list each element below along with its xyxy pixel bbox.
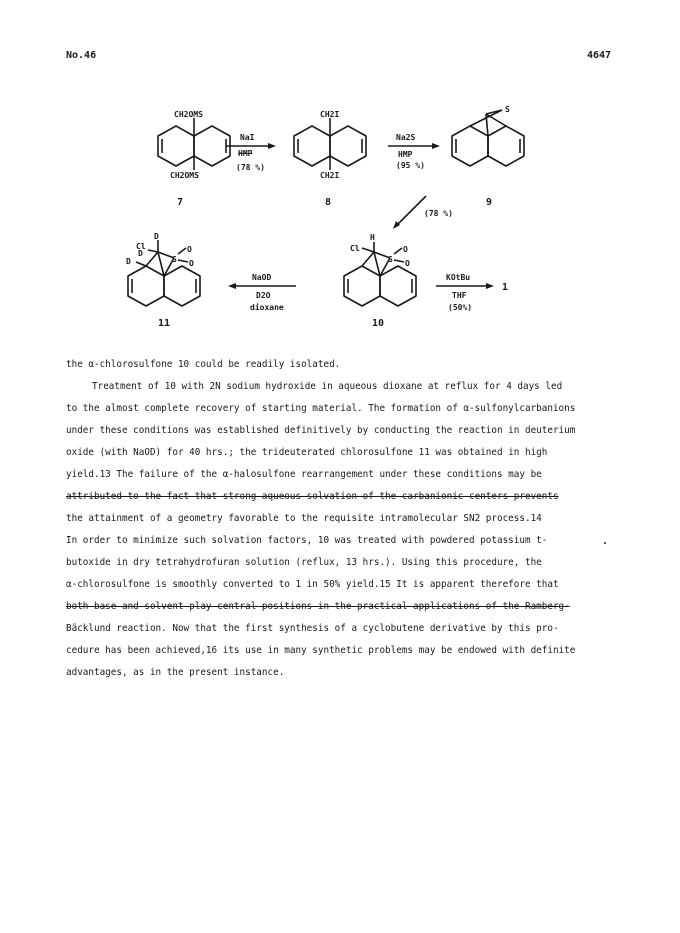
compound-11-deuterium-1: D [154,232,159,241]
body-text [66,354,626,684]
body-line: the attainment of a geometry favorable to the requisite intramolecular SN2 process.14 [66,513,542,524]
arrow-7-8-yield: (78 %) [236,163,265,172]
page-number: 4647 [587,50,612,61]
body-line: to the almost complete recovery of starting material. The formation of α-sulfonylcarbanions [66,403,576,414]
compound-11-sulfur: S [172,255,177,264]
compound-10-oxygen-2: O [405,259,410,268]
arrow-10-1-solvent: THF [452,291,467,300]
arrow-9-10-yield: (78 %) [424,209,453,218]
compound-8-bottom-substituent: CH2I [320,171,340,180]
arrow-9-to-10 [396,196,426,226]
stray-mark [604,542,606,544]
body-line: butoxide in dry tetrahydrofuran solution (reflux, 13 hrs.). Using this procedure, the [66,557,542,568]
body-line: Bäcklund reaction. Now that the first synthesis of a cyclobutene derivative by this pro- [66,623,559,634]
compound-8-structure [294,118,366,170]
compound-9-structure [452,110,524,166]
reaction-scheme [0,0,680,345]
compound-10-hydrogen: H [370,233,375,242]
body-line: Treatment of 10 with 2N sodium hydroxide in aqueous dioxane at reflux for 4 days led [92,381,563,392]
body-line: cedure has been achieved,16 its use in many synthetic problems may be endowed with definite [66,645,576,656]
compound-7-number: 7 [177,197,184,208]
arrow-10-11-reagent: NaOD [252,273,272,282]
arrow-10-11-cosolvent: dioxane [250,303,284,312]
compound-10-chlorine: Cl [350,244,360,253]
compound-11-deuterium-3: D [126,257,131,266]
body-line: α-chlorosulfone is smoothly converted to 1 in 50% yield.15 It is apparent therefore that [66,579,559,590]
compound-8-top-substituent: CH2I [320,110,340,119]
compound-9-sulfur: S [505,105,510,114]
compound-11-oxygen-2: O [189,259,194,268]
body-line: yield.13 The failure of the α-halosulfone rearrangement under these conditions may be [66,469,542,480]
compound-10-oxygen-1: O [403,245,408,254]
compound-10-sulfur: S [388,255,393,264]
arrow-7-8-reagent: NaI [240,133,255,142]
arrow-8-9-solvent: HMP [398,150,413,159]
compound-11-chlorine: Cl [136,242,146,251]
product-number: 1 [502,282,509,293]
body-line: the α-chlorosulfone 10 could be readily isolated. [66,359,341,370]
compound-8-number: 8 [325,197,332,208]
compound-11-deuterium-2: D [138,249,143,258]
body-line-struck: both base and solvent play central positions in the practical applications of the Ramberg- [66,601,570,612]
compound-10-number: 10 [372,318,385,329]
body-line: advantages, as in the present instance. [66,667,285,678]
compound-7-bottom-substituent: CH2OMS [170,171,199,180]
compound-11-oxygen-1: O [187,245,192,254]
compound-9-number: 9 [486,197,493,208]
arrow-10-11-solvent: D2O [256,291,271,300]
arrow-10-1-reagent: KOtBu [446,273,471,282]
body-line: oxide (with NaOD) for 40 hrs.; the trideuterated chlorosulfone 11 was obtained in high [66,447,548,458]
arrow-10-1-yield: (50%) [448,303,473,312]
page-journal-number: No.46 [66,50,97,61]
compound-11-number: 11 [158,318,171,329]
body-line-struck: attributed to the fact that strong aqueous solvation of the carbanionic centers prevents [66,491,559,502]
arrow-8-9-yield: (95 %) [396,161,425,170]
arrow-8-9-reagent: Na2S [396,133,416,142]
body-line: under these conditions was established definitively by conducting the reaction in deuterium [66,425,576,436]
compound-7-top-substituent: CH2OMS [174,110,203,119]
body-line: In order to minimize such solvation factors, 10 was treated with powdered potassium t- [66,535,548,546]
arrow-7-8-solvent-struck: HMP [238,149,253,158]
compound-7-structure [158,118,230,170]
